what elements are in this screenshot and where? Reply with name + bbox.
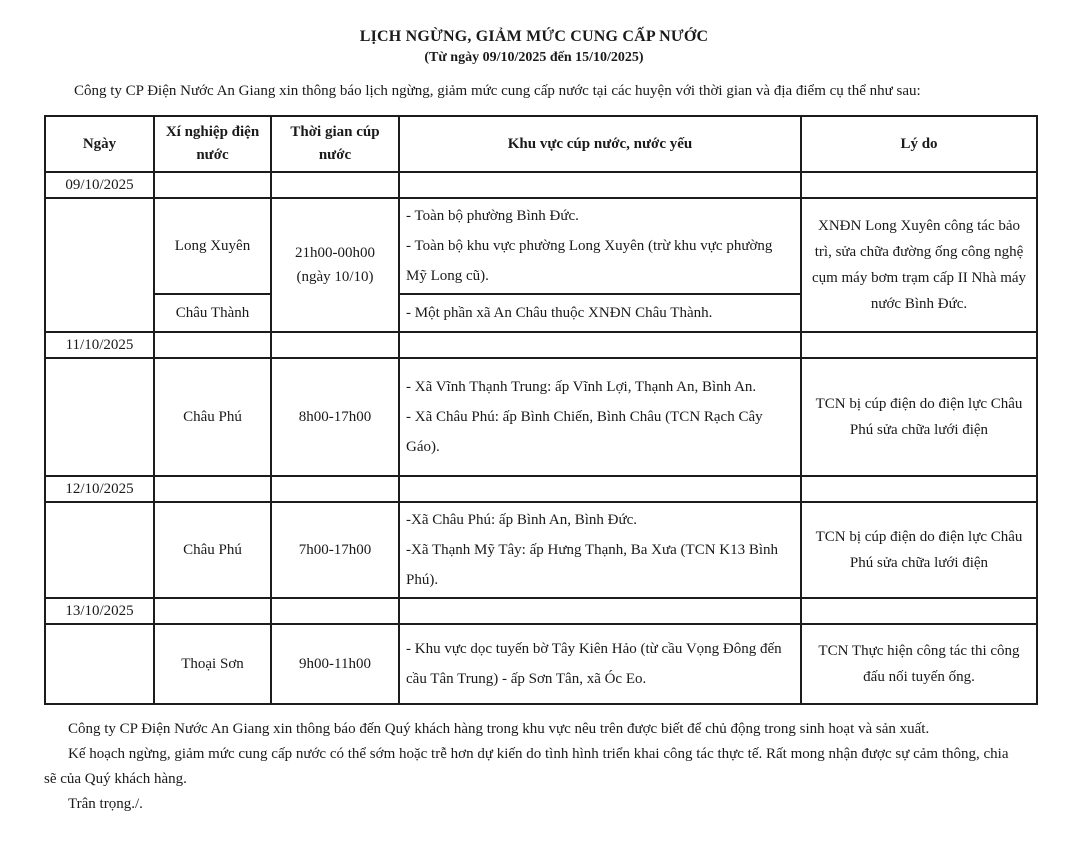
table-row [45,358,1037,476]
reason-cell: TCN bị cúp điện do điện lực Châu Phú sửa chữa lưới điện [801,358,1037,476]
table-row [45,198,1037,294]
time-note: (ngày 10/10) [296,269,374,285]
area-line: - Xã Vĩnh Thạnh Trung: ấp Vĩnh Lợi, Thạnh An, Bình An. [406,379,757,395]
column-header-area: Khu vực cúp nước, nước yếu [399,116,801,172]
reason-cell: TCN bị cúp điện do điện lực Châu Phú sửa chữa lưới điện [801,502,1037,598]
empty-cell [271,598,399,624]
empty-cell [154,598,271,624]
enterprise-cell: Long Xuyên [154,198,271,294]
area-cell [399,502,801,598]
reason-cell: XNĐN Long Xuyên công tác bảo trì, sửa chữa đường ống công nghệ cụm máy bơm trạm cấp II Nhà máy nước Bình Đức. [801,198,1037,332]
enterprise-cell: Châu Phú [154,358,271,476]
date-cell: 12/10/2025 [45,476,154,502]
column-header-enterprise: Xí nghiệp điện nước [154,116,271,172]
date-row [45,476,1037,502]
area-line: - Khu vực dọc tuyến bờ Tây Kiên Hảo (từ cầu Vọng Đông đến cầu Tân Trung) - ấp Sơn Tân, xã Óc Eo. [406,641,782,687]
empty-cell [399,172,801,198]
area-cell [399,624,801,704]
table-row [45,624,1037,704]
empty-cell [801,476,1037,502]
time-cell [271,198,399,332]
area-cell [399,198,801,294]
empty-cell [801,172,1037,198]
intro-paragraph: Công ty CP Điện Nước An Giang xin thông báo lịch ngừng, giảm mức cung cấp nước tại các huyện với thời gian và địa điểm cụ thể như sau: [74,83,921,99]
column-header-time: Thời gian cúp nước [271,116,399,172]
date-row [45,598,1037,624]
page-subtitle: (Từ ngày 09/10/2025 đến 15/10/2025) [424,50,644,65]
area-line: -Xã Thạnh Mỹ Tây: ấp Hưng Thạnh, Ba Xưa (TCN K13 Bình Phú). [406,542,779,588]
area-line: - Một phần xã An Châu thuộc XNĐN Châu Thành. [406,305,713,321]
empty-cell [399,598,801,624]
empty-cell [154,476,271,502]
enterprise-cell: Châu Thành [154,294,271,332]
water-outage-schedule-table [44,115,1038,705]
empty-date-cell [45,198,154,332]
area-cell [399,358,801,476]
date-row [45,332,1037,358]
date-cell: 09/10/2025 [45,172,154,198]
enterprise-cell: Thoại Sơn [154,624,271,704]
empty-cell [271,476,399,502]
time-cell: 8h00-17h00 [271,358,399,476]
empty-cell [271,332,399,358]
time-cell: 7h00-17h00 [271,502,399,598]
empty-cell [399,332,801,358]
empty-cell [399,476,801,502]
area-line: - Toàn bộ phường Bình Đức. [406,208,579,224]
table-row [45,502,1037,598]
closing-paragraph-1: Công ty CP Điện Nước An Giang xin thông báo đến Quý khách hàng trong khu vực nêu trên được biết để chủ động trong sinh hoạt và sản xuất. [68,721,930,737]
date-cell: 11/10/2025 [45,332,154,358]
enterprise-cell: Châu Phú [154,502,271,598]
area-cell [399,294,801,332]
table-header-row [45,116,1037,172]
empty-date-cell [45,358,154,476]
time-range: 21h00-00h00 [295,245,375,261]
column-header-reason: Lý do [801,116,1037,172]
empty-date-cell [45,624,154,704]
area-line: - Toàn bộ khu vực phường Long Xuyên (trừ khu vực phường Mỹ Long cũ). [406,238,773,284]
reason-cell: TCN Thực hiện công tác thi công đấu nối tuyến ống. [801,624,1037,704]
date-cell: 13/10/2025 [45,598,154,624]
empty-cell [271,172,399,198]
area-line: -Xã Châu Phú: ấp Bình An, Bình Đức. [406,512,638,528]
closing-regards: Trân trọng./. [68,796,143,812]
empty-date-cell [45,502,154,598]
empty-cell [154,172,271,198]
column-header-date: Ngày [45,116,154,172]
time-cell: 9h00-11h00 [271,624,399,704]
area-line: - Xã Châu Phú: ấp Bình Chiến, Bình Châu (TCN Rạch Cây Gáo). [406,409,763,455]
empty-cell [154,332,271,358]
page-title: LỊCH NGỪNG, GIẢM MỨC CUNG CẤP NƯỚC [359,28,709,45]
empty-cell [801,598,1037,624]
date-row [45,172,1037,198]
closing-paragraph-2: Kế hoạch ngừng, giảm mức cung cấp nước có thể sớm hoặc trễ hơn dự kiến do tình hình triển khai công tác thực tế. Rất mong nhận được sự cảm thông, chia sẽ của Quý khách hàng. [44,746,1009,787]
empty-cell [801,332,1037,358]
